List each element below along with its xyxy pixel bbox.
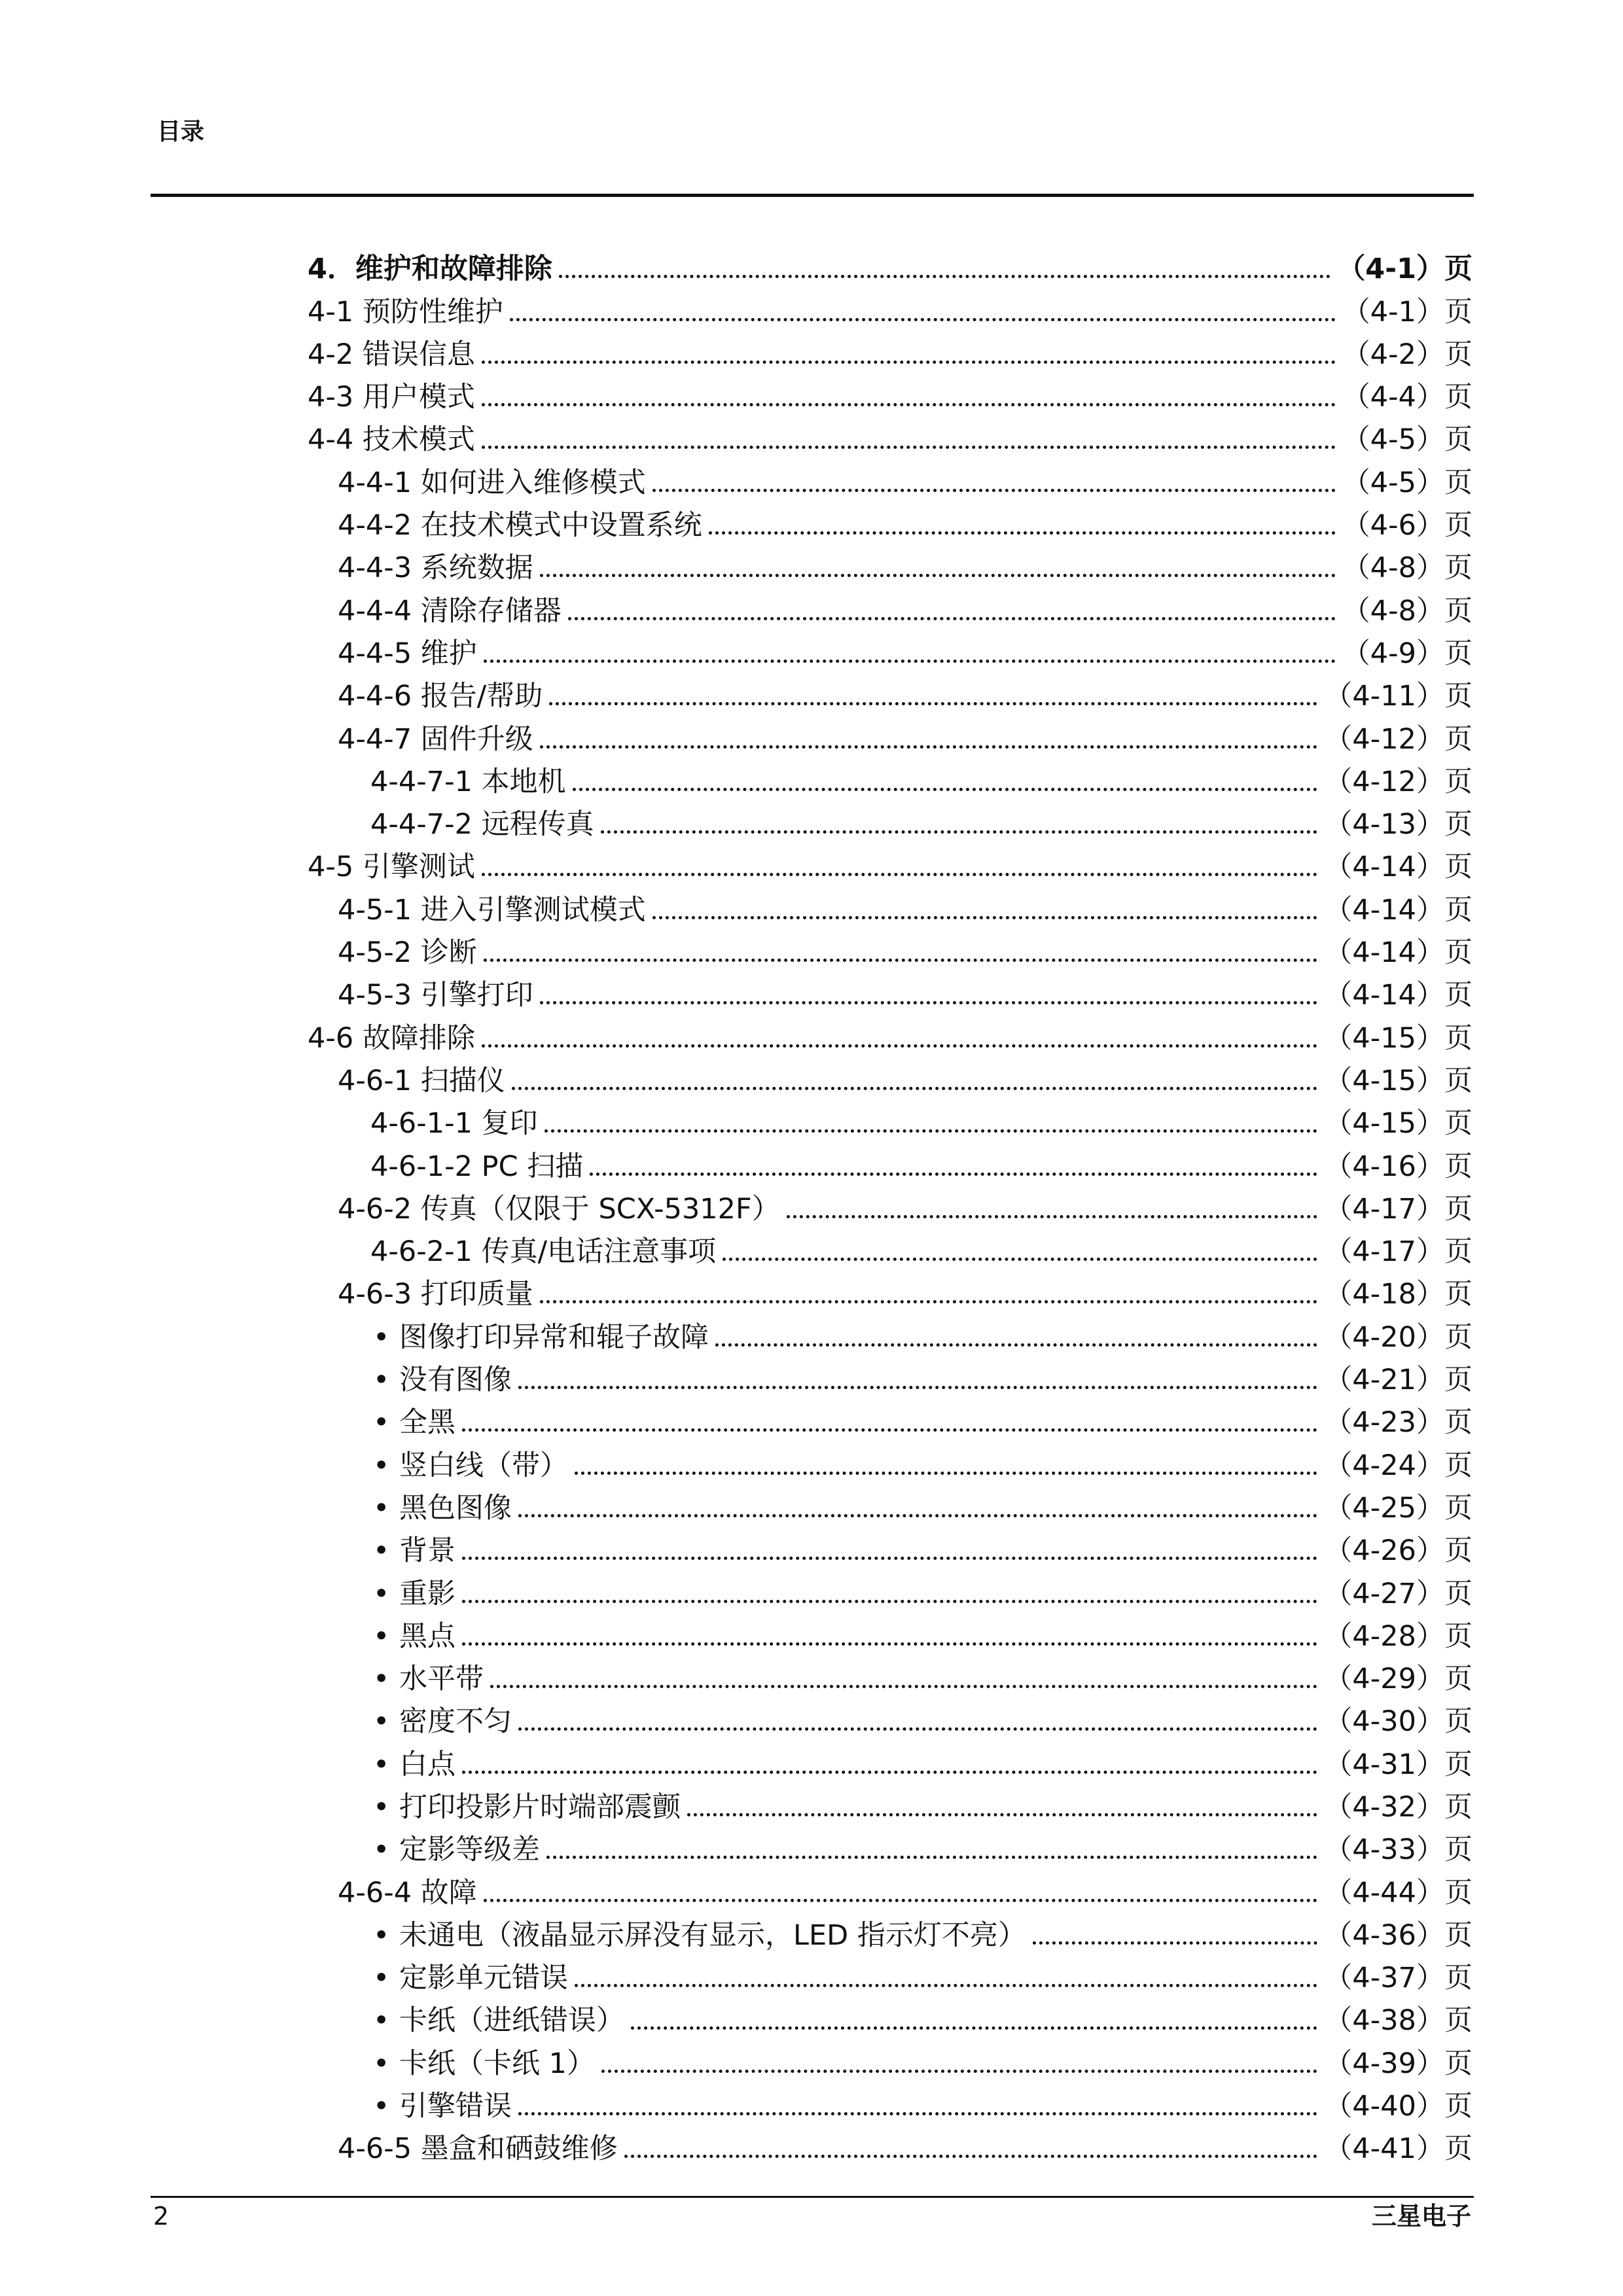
toc-entry[interactable] [308,714,1472,756]
dot-leader [518,1514,1317,1517]
toc-entry[interactable] [308,1141,1472,1184]
dot-leader [510,318,1336,321]
toc-entry-page: （4-23）页 [1324,1406,1472,1439]
toc-entry-page: （4-33）页 [1324,1833,1472,1867]
toc-entry[interactable] [308,1568,1472,1611]
toc-entry[interactable] [308,1269,1472,1312]
dot-leader [484,660,1336,663]
dot-leader [575,1984,1317,1987]
toc-entry-page: （4-24）页 [1324,1449,1472,1482]
bullet-icon: • [373,1790,390,1824]
dot-leader [462,1557,1317,1560]
footer-page-number: 2 [153,2202,169,2231]
toc-entry-title: 全黑 [399,1406,455,1439]
toc-entry-page: （4-4）页 [1342,381,1472,414]
toc-entry-title: 4-1 预防性维护 [308,295,503,328]
toc-entry-page: （4-37）页 [1324,1962,1472,1995]
toc-entry-page: （4-39）页 [1324,2047,1472,2080]
toc-entry[interactable] [308,330,1472,372]
toc-entry-page: （4-32）页 [1324,1790,1472,1824]
bullet-icon: • [373,1705,390,1739]
dot-leader [482,361,1336,364]
dot-leader [518,1386,1317,1389]
toc-entry-page: （4-17）页 [1324,1192,1472,1226]
toc-entry[interactable] [308,543,1472,586]
toc-entry[interactable] [308,1099,1472,1141]
toc-entry-title: 4-4-2 在技术模式中设置系统 [338,509,702,542]
toc-entry-page: （4-26）页 [1324,1534,1472,1568]
table-of-contents [308,244,1472,2166]
toc-entry-page: （4-36）页 [1324,1918,1472,1952]
toc-entry[interactable] [308,501,1472,543]
toc-entry[interactable] [308,1782,1472,1825]
toc-entry-title: 水平带 [399,1663,484,1696]
toc-entry-title: 打印投影片时端部震颤 [399,1790,681,1824]
toc-entry[interactable] [308,1184,1472,1227]
toc-entry-title: 图像打印异常和辊子故障 [399,1320,709,1354]
toc-entry-title: 定影单元错误 [399,1962,568,1995]
toc-entry[interactable] [308,1825,1472,1867]
toc-entry-title: 4-6-3 打印质量 [338,1278,533,1311]
toc-entry-title: 4-4 技术模式 [308,423,475,457]
toc-entry[interactable] [308,885,1472,927]
dot-leader [490,1685,1317,1688]
toc-entry-page: （4-18）页 [1324,1278,1472,1311]
toc-entry-page: （4-41）页 [1324,2132,1472,2166]
toc-entry-title: 密度不匀 [399,1705,512,1739]
toc-entry[interactable] [308,1911,1472,1953]
toc-entry-page: （4-15）页 [1324,1107,1472,1140]
toc-entry-page: （4-2）页 [1342,338,1472,371]
toc-entry-page: （4-25）页 [1324,1491,1472,1525]
dot-leader [484,959,1318,962]
dot-leader [462,1600,1317,1603]
bullet-icon: • [373,1663,390,1696]
toc-entry-title: 4-6-1 扫描仪 [338,1064,505,1097]
toc-entry[interactable] [308,1483,1472,1526]
toc-entry-page: （4-14）页 [1324,936,1472,970]
bullet-icon: • [373,1364,390,1397]
dot-leader [575,1472,1317,1475]
dot-leader [512,1087,1318,1090]
toc-entry[interactable] [308,1355,1472,1398]
toc-entry-title: 4-4-4 清除存储器 [338,594,562,627]
toc-entry[interactable] [308,1867,1472,1910]
toc-entry-page: （4-40）页 [1324,2090,1472,2123]
dot-leader [540,745,1318,749]
dot-leader [722,1258,1317,1261]
toc-entry[interactable] [308,1953,1472,1996]
toc-entry-title: 4-6-2-1 传真/电话注意事项 [370,1235,717,1269]
dot-leader [482,446,1336,449]
toc-entry[interactable] [308,671,1472,714]
toc-entry-page: （4-31）页 [1324,1748,1472,1781]
toc-entry-title: 4-6-1-2 PC 扫描 [370,1150,584,1183]
toc-entry[interactable] [308,457,1472,500]
toc-entry-page: （4-38）页 [1324,2004,1472,2038]
toc-entry[interactable] [308,1739,1472,1782]
toc-entry-title: 引擎错误 [399,2090,512,2123]
toc-entry[interactable] [308,757,1472,800]
toc-entry-page: （4-1）页 [1337,253,1472,286]
page-header-title: 目录 [157,118,205,145]
toc-entry-title: 未通电（液晶显示屏没有显示，LED 指示灯不亮） [399,1918,1026,1952]
toc-entry-page: （4-15）页 [1324,1064,1472,1097]
toc-entry-title: 卡纸（进纸错误） [399,2004,624,2038]
toc-entry-title: 4．维护和故障排除 [308,253,552,286]
dot-leader [624,2155,1318,2158]
dot-leader [568,617,1336,620]
toc-entry[interactable] [308,2124,1472,2166]
dot-leader [631,2026,1317,2030]
toc-entry[interactable] [308,629,1472,671]
toc-entry[interactable] [308,970,1472,1013]
bullet-icon: • [373,1491,390,1525]
toc-entry[interactable] [308,1056,1472,1099]
toc-entry-title: 4-3 用户模式 [308,381,475,414]
toc-entry-title: 4-4-5 维护 [338,637,477,670]
toc-entry-page: （4-8）页 [1342,594,1472,627]
toc-entry[interactable] [308,1227,1472,1269]
toc-entry[interactable] [308,2081,1472,2124]
toc-entry-title: 4-6 故障排除 [308,1021,475,1055]
toc-entry[interactable] [308,372,1472,415]
toc-entry-page: （4-20）页 [1324,1320,1472,1354]
dot-leader [546,1856,1317,1859]
toc-entry-page: （4-27）页 [1324,1577,1472,1610]
bullet-icon: • [373,2090,390,2123]
bullet-icon: • [373,1918,390,1952]
bullet-icon: • [373,1449,390,1482]
toc-entry-page: （4-8）页 [1342,552,1472,585]
bullet-icon: • [373,1962,390,1995]
toc-entry[interactable] [308,1312,1472,1354]
dot-leader [484,1899,1318,1902]
toc-entry-title: 4-4-7-2 远程传真 [370,808,594,841]
dot-leader [715,1343,1317,1347]
toc-entry-title: 4-6-2 传真（仅限于 SCX-5312F） [338,1192,780,1226]
dot-leader [652,916,1318,919]
toc-entry-page: （4-15）页 [1324,1021,1472,1055]
toc-entry-title: 背景 [399,1534,455,1568]
toc-entry-title: 黑点 [399,1619,455,1653]
toc-entry-page: （4-21）页 [1324,1364,1472,1397]
toc-entry[interactable] [308,2038,1472,2081]
toc-entry-title: 黑色图像 [399,1491,512,1525]
toc-entry-page: （4-6）页 [1342,509,1472,542]
toc-entry[interactable] [308,1654,1472,1697]
toc-entry-page: （4-14）页 [1324,893,1472,927]
toc-entry[interactable] [308,800,1472,842]
toc-entry-title: 竖白线（带） [399,1449,568,1482]
bullet-icon: • [373,2004,390,2038]
dot-leader [462,1771,1317,1774]
toc-entry-title: 4-5-1 进入引擎测试模式 [338,893,646,927]
toc-entry-title: 4-4-7 固件升级 [338,722,533,756]
bullet-icon: • [373,1748,390,1781]
dot-leader [601,2070,1317,2073]
toc-entry-page: （4-9）页 [1342,637,1472,670]
header-divider [151,194,1474,197]
toc-entry-page: （4-11）页 [1324,680,1472,713]
toc-entry-page: （4-5）页 [1342,423,1472,457]
toc-entry-title: 4-6-5 墨盒和硒鼓维修 [338,2132,618,2166]
toc-entry-title: 4-4-6 报告/帮助 [338,680,543,713]
toc-entry-page: （4-17）页 [1324,1235,1472,1269]
toc-entry-title: 4-5-2 诊断 [338,936,477,970]
toc-entry-title: 4-6-1-1 复印 [370,1107,538,1140]
toc-entry-page: （4-1）页 [1342,295,1472,328]
toc-entry-page: （4-12）页 [1324,722,1472,756]
dot-leader [540,1001,1318,1004]
toc-entry-page: （4-5）页 [1342,466,1472,499]
toc-entry-page: （4-12）页 [1324,765,1472,798]
toc-entry[interactable] [308,928,1472,970]
dot-leader [482,403,1336,406]
toc-entry-title: 定影等级差 [399,1833,540,1867]
toc-entry[interactable] [308,1013,1472,1055]
bullet-icon: • [373,1619,390,1653]
toc-entry-page: （4-30）页 [1324,1705,1472,1739]
toc-entry-title: 4-2 错误信息 [308,338,475,371]
toc-entry[interactable] [308,842,1472,885]
dot-leader [544,1129,1318,1133]
toc-entry[interactable] [308,415,1472,457]
dot-leader [787,1215,1318,1218]
toc-entry-title: 白点 [399,1748,455,1781]
toc-entry-page: （4-16）页 [1324,1150,1472,1183]
toc-entry[interactable] [308,1526,1472,1568]
dot-leader [601,830,1318,834]
toc-entry-title: 4-5 引擎测试 [308,851,475,884]
toc-entry-title: 4-5-3 引擎打印 [338,979,533,1012]
toc-entry[interactable] [308,244,1472,287]
dot-leader [1033,1941,1318,1945]
dot-leader [652,489,1336,492]
toc-entry-title: 4-4-7-1 本地机 [370,765,566,798]
toc-entry-title: 4-4-1 如何进入维修模式 [338,466,646,499]
toc-entry-page: （4-44）页 [1324,1876,1472,1909]
toc-entry-title: 卡纸（卡纸 1） [399,2047,596,2080]
bullet-icon: • [373,1406,390,1439]
bullet-icon: • [373,2047,390,2080]
dot-leader [518,1727,1317,1731]
toc-entry[interactable] [308,1697,1472,1739]
dot-leader [687,1813,1317,1816]
bullet-icon: • [373,1577,390,1610]
toc-entry[interactable] [308,287,1472,329]
dot-leader [573,788,1318,791]
toc-entry-title: 4-6-4 故障 [338,1876,477,1909]
dot-leader [559,275,1330,278]
dot-leader [709,531,1336,535]
dot-leader [549,702,1317,705]
toc-entry-title: 没有图像 [399,1364,512,1397]
toc-entry[interactable] [308,1612,1472,1654]
dot-leader [590,1173,1317,1176]
dot-leader [462,1428,1317,1432]
footer-divider [151,2196,1474,2198]
bullet-icon: • [373,1833,390,1867]
toc-entry[interactable] [308,1996,1472,2038]
toc-entry[interactable] [308,586,1472,628]
toc-entry-title: 重影 [399,1577,455,1610]
toc-entry[interactable] [308,1398,1472,1440]
dot-leader [482,1044,1318,1048]
toc-entry-page: （4-28）页 [1324,1619,1472,1653]
bullet-icon: • [373,1320,390,1354]
dot-leader [518,2112,1317,2115]
toc-entry-title: 4-4-3 系统数据 [338,552,533,585]
dot-leader [482,873,1318,876]
bullet-icon: • [373,1534,390,1568]
dot-leader [540,1300,1318,1303]
toc-entry-page: （4-29）页 [1324,1663,1472,1696]
toc-entry-page: （4-14）页 [1324,979,1472,1012]
toc-entry[interactable] [308,1440,1472,1483]
toc-entry-page: （4-13）页 [1324,808,1472,841]
dot-leader [462,1642,1317,1646]
dot-leader [540,574,1336,577]
footer-brand: 三星电子 [1371,2202,1471,2231]
toc-entry-page: （4-14）页 [1324,851,1472,884]
